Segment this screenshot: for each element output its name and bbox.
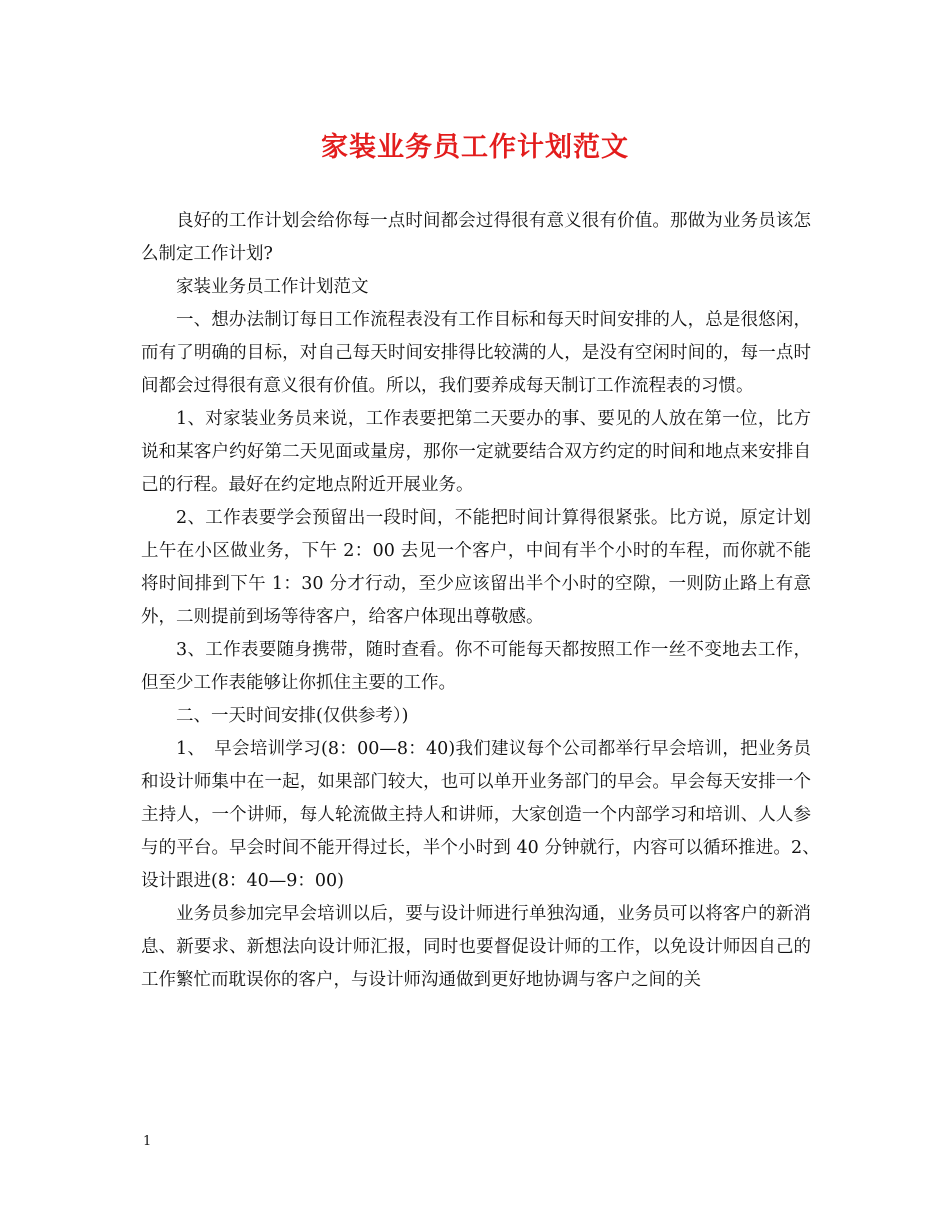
document-body	[141, 205, 829, 997]
paragraph-intro: 良好的工作计划会给你每一点时间都会过得很有意义很有价值。那做为业务员该怎么制定工作计划?	[141, 211, 811, 264]
document-title: 家装业务员工作计划范文	[321, 132, 629, 163]
page-number: 1	[143, 1134, 152, 1149]
paragraph-section-one: 一、想办法制订每日工作流程表没有工作目标和每天时间安排的人，总是很悠闲，而有了明确的目标，对自己每天时间安排得比较满的人，是没有空闲时间的，每一点时间都会过得很有意义很有价值。所以，我们要养成每天制订工作流程表的习惯。	[141, 310, 811, 396]
paragraph-item-2: 2、工作表要学会预留出一段时间，不能把时间计算得很紧张。比方说，原定计划上午在小区做业务，下午 2：00 去见一个客户，中间有半个小时的车程，而你就不能将时间排到下午 1：30 分才行动，至少应该留出半个小时的空隙，一则防止路上有意外，二则提前到场等待客户，给客户体现出尊敬感。	[141, 508, 811, 627]
paragraph-designer-followup: 业务员参加完早会培训以后，要与设计师进行单独沟通，业务员可以将客户的新消息、新要求、新想法向设计师汇报，同时也要督促设计师的工作，以免设计师因自己的工作繁忙而耽误你的客户，与设计师沟通做到更好地协调与客户之间的关	[141, 904, 811, 990]
paragraph-section-two: 二、一天时间安排(仅供参考）)	[176, 706, 409, 726]
paragraph-morning-training: 1、 早会培训学习(8：00—8：40)我们建议每个公司都举行早会培训，把业务员和设计师集中在一起，如果部门较大，也可以单开业务部门的早会。早会每天安排一个主持人，一个讲师，每人轮流做主持人和讲师，大家创造一个内部学习和培训、人人参与的平台。早会时间不能开得过长，半个小时到 40 分钟就行，内容可以循环推进。2、 设计跟进(8：40—9：00)	[141, 739, 829, 891]
paragraph-subtitle: 家装业务员工作计划范文	[176, 277, 369, 297]
paragraph-item-1: 1、对家装业务员来说，工作表要把第二天要办的事、要见的人放在第一位，比方说和某客户约好第二天见面或量房，那你一定就要结合双方约定的时间和地点来安排自己的行程。最好在约定地点附近开展业务。	[141, 409, 811, 495]
paragraph-item-3: 3、工作表要随身携带，随时查看。你不可能每天都按照工作一丝不变地去工作，但至少工作表能够让你抓住主要的工作。	[141, 640, 811, 693]
